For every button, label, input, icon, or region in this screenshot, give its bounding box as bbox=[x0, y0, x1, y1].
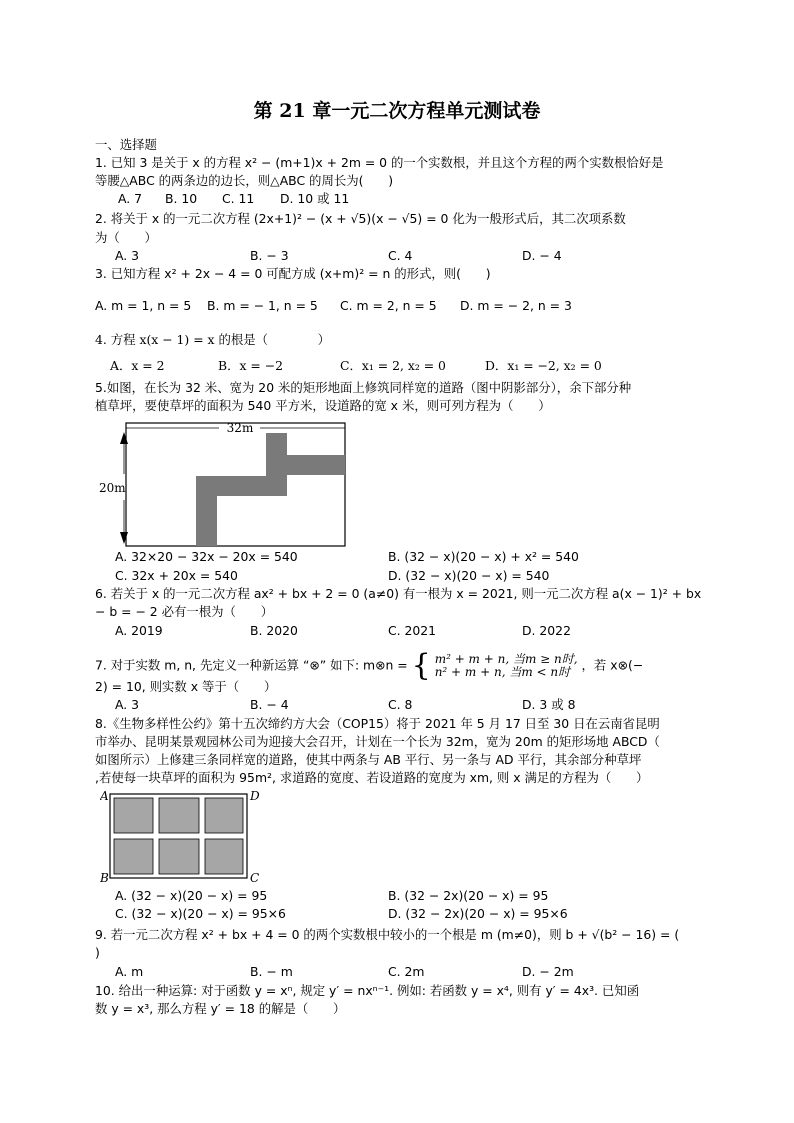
q1-option-d: D. 10 或 11 bbox=[280, 191, 350, 206]
q1-option-b: B. 10 bbox=[165, 191, 198, 206]
q8-text-line1: 8.《生物多样性公约》第十五次缔约方大会（COP15）将于 2021 年 5 月 17 日至 30 日在云南省昆明 bbox=[95, 716, 660, 731]
q4-option-c: C．x₁ = 2, x₂ = 0 bbox=[340, 358, 446, 373]
q8-lawn-4 bbox=[114, 839, 153, 874]
q10-text-line2: 数 y = x³, 那么方程 y′ = 18 的解是（ ） bbox=[95, 1001, 346, 1016]
q1-option-c: C. 11 bbox=[222, 191, 255, 206]
q3-option-d: D. m = − 2, n = 3 bbox=[460, 298, 572, 313]
q5-width-label: 32m bbox=[226, 421, 254, 435]
q7-cases bbox=[435, 653, 578, 679]
q7-brace: { bbox=[411, 648, 431, 683]
q2-option-d: D. − 4 bbox=[522, 248, 562, 263]
q4-option-a: A．x = 2 bbox=[110, 358, 165, 373]
q7-lead: 7. 对于实数 m, n, 先定义一种新运算 “⊗” 如下: m⊗n = bbox=[95, 657, 408, 673]
q7-option-d: D. 3 或 8 bbox=[522, 697, 576, 712]
q6-option-c: C. 2021 bbox=[388, 623, 437, 638]
section-heading: 一、选择题 bbox=[95, 137, 157, 152]
q2-option-b: B. − 3 bbox=[250, 248, 289, 263]
q5-option-a: A. 32×20 − 32x − 20x = 540 bbox=[115, 549, 298, 564]
q2-text-line2: 为（ ） bbox=[95, 230, 157, 245]
q6-text-line1: 6. 若关于 x 的一元二次方程 ax² + bx + 2 = 0 (a≠0) 有一根为 x = 2021, 则一元二次方程 a(x − 1)² + bx bbox=[95, 586, 702, 601]
q9-option-b: B. − m bbox=[250, 964, 293, 979]
q8-field-figure bbox=[100, 788, 265, 886]
q8-option-a: A. (32 − x)(20 − x) = 95 bbox=[115, 888, 268, 903]
q9-option-a: A. m bbox=[115, 964, 144, 979]
q10-text-line1: 10. 给出一种运算: 对于函数 y = xⁿ, 规定 y′ = nxⁿ⁻¹. 例如: 若函数 y = x⁴, 则有 y′ = 4x³. 已知函 bbox=[95, 983, 640, 998]
q4-text-line1: 4. 方程 x(x − 1) = x 的根是（ ） bbox=[95, 332, 330, 347]
page-title: 第 21 章一元二次方程单元测试卷 bbox=[253, 100, 541, 122]
q7-text-line2: 2) = 10, 则实数 x 等于（ ） bbox=[95, 679, 277, 694]
q7-text-line1 bbox=[95, 648, 715, 683]
q7-case2: n² + m + n, 当m < n时 bbox=[434, 665, 571, 679]
q5-text-line1: 5.如图，在长为 32 米、宽为 20 米的矩形地面上修筑同样宽的道路（图中阴影部分），余下部分种 bbox=[95, 380, 632, 395]
q3-option-b: B. m = − 1, n = 5 bbox=[207, 298, 318, 313]
q9-option-d: D. − 2m bbox=[522, 964, 574, 979]
q3-option-a: A. m = 1, n = 5 bbox=[95, 298, 192, 313]
q1-text-line2: 等腰△ABC 的两条边的边长，则△ABC 的周长为( ) bbox=[95, 173, 394, 188]
q3-text-line1: 3. 已知方程 x² + 2x − 4 = 0 可配方成 (x+m)² = n 的形式，则( ) bbox=[95, 266, 491, 281]
q4-option-b: B．x = −2 bbox=[218, 358, 284, 373]
q7-option-c: C. 8 bbox=[388, 697, 413, 712]
q5-text-line2: 植草坪，要使草坪的面积为 540 平方米，设道路的宽 x 米，则可列方程为（ ） bbox=[95, 398, 551, 413]
q2-text-line1: 2. 将关于 x 的一元二次方程 (2x+1)² − (x + √5)(x − √5) = 0 化为一般形式后，其二次项系数 bbox=[95, 211, 626, 226]
q8-option-b: B. (32 − 2x)(20 − x) = 95 bbox=[388, 888, 549, 903]
q8-corner-d: D bbox=[250, 789, 260, 803]
q8-text-line2: 市举办、昆明某景观园林公司为迎接大会召开，计划在一个长为 32m，宽为 20m 的矩形场地 ABCD（ bbox=[95, 734, 660, 749]
q9-option-c: C. 2m bbox=[388, 964, 425, 979]
q5-option-b: B. (32 − x)(20 − x) + x² = 540 bbox=[388, 549, 579, 564]
q8-corner-c: C bbox=[250, 871, 260, 885]
q8-lawn-2 bbox=[159, 798, 199, 833]
q8-lawn-6 bbox=[205, 839, 243, 874]
q5-road-figure bbox=[95, 414, 355, 550]
q9-text-line2: ) bbox=[95, 945, 100, 960]
q1-option-a: A. 7 bbox=[118, 191, 143, 206]
q6-option-d: D. 2022 bbox=[522, 623, 571, 638]
q5-option-c: C. 32x + 20x = 540 bbox=[115, 568, 238, 583]
q7-case1: m² + m + n, 当m ≥ n时, bbox=[434, 652, 578, 666]
q2-option-c: C. 4 bbox=[388, 248, 413, 263]
q6-option-a: A. 2019 bbox=[115, 623, 163, 638]
q7-tail: ，若 x⊗(− bbox=[581, 657, 644, 673]
q4-option-d: D．x₁ = −2, x₂ = 0 bbox=[485, 358, 602, 373]
q7-option-b: B. − 4 bbox=[250, 697, 289, 712]
q8-option-c: C. (32 − x)(20 − x) = 95×6 bbox=[115, 906, 286, 921]
q8-lawn-5 bbox=[159, 839, 199, 874]
q8-option-d: D. (32 − 2x)(20 − x) = 95×6 bbox=[388, 906, 568, 921]
q9-text-line1: 9. 若一元二次方程 x² + bx + 4 = 0 的两个实数根中较小的一个根是 m (m≠0)，则 b + √(b² − 16) = ( bbox=[95, 927, 680, 942]
q8-lawn-1 bbox=[114, 798, 153, 833]
q1-text-line1: 1. 已知 3 是关于 x 的方程 x² − (m+1)x + 2m = 0 的一个实数根，并且这个方程的两个实数根恰好是 bbox=[95, 155, 664, 170]
q2-option-a: A. 3 bbox=[115, 248, 140, 263]
q8-lawn-3 bbox=[205, 798, 243, 833]
q8-corner-a: A bbox=[100, 789, 109, 803]
q5-option-d: D. (32 − x)(20 − x) = 540 bbox=[388, 568, 550, 583]
q8-text-line4: ,若使每一块草坪的面积为 95m², 求道路的宽度、若设道路的宽度为 xm, 则 x 满足的方程为（ ） bbox=[95, 770, 649, 785]
q6-text-line2: − b = − 2 必有一根为（ ） bbox=[95, 604, 274, 619]
q7-option-a: A. 3 bbox=[115, 697, 140, 712]
q5-height-label: 20m bbox=[99, 481, 126, 495]
q6-option-b: B. 2020 bbox=[250, 623, 298, 638]
q3-option-c: C. m = 2, n = 5 bbox=[340, 298, 437, 313]
q8-corner-b: B bbox=[100, 871, 109, 885]
q8-text-line3: 如图所示）上修建三条同样宽的道路，使其中两条与 AB 平行、另一条与 AD 平行，其余部分种草坪 bbox=[95, 752, 642, 767]
